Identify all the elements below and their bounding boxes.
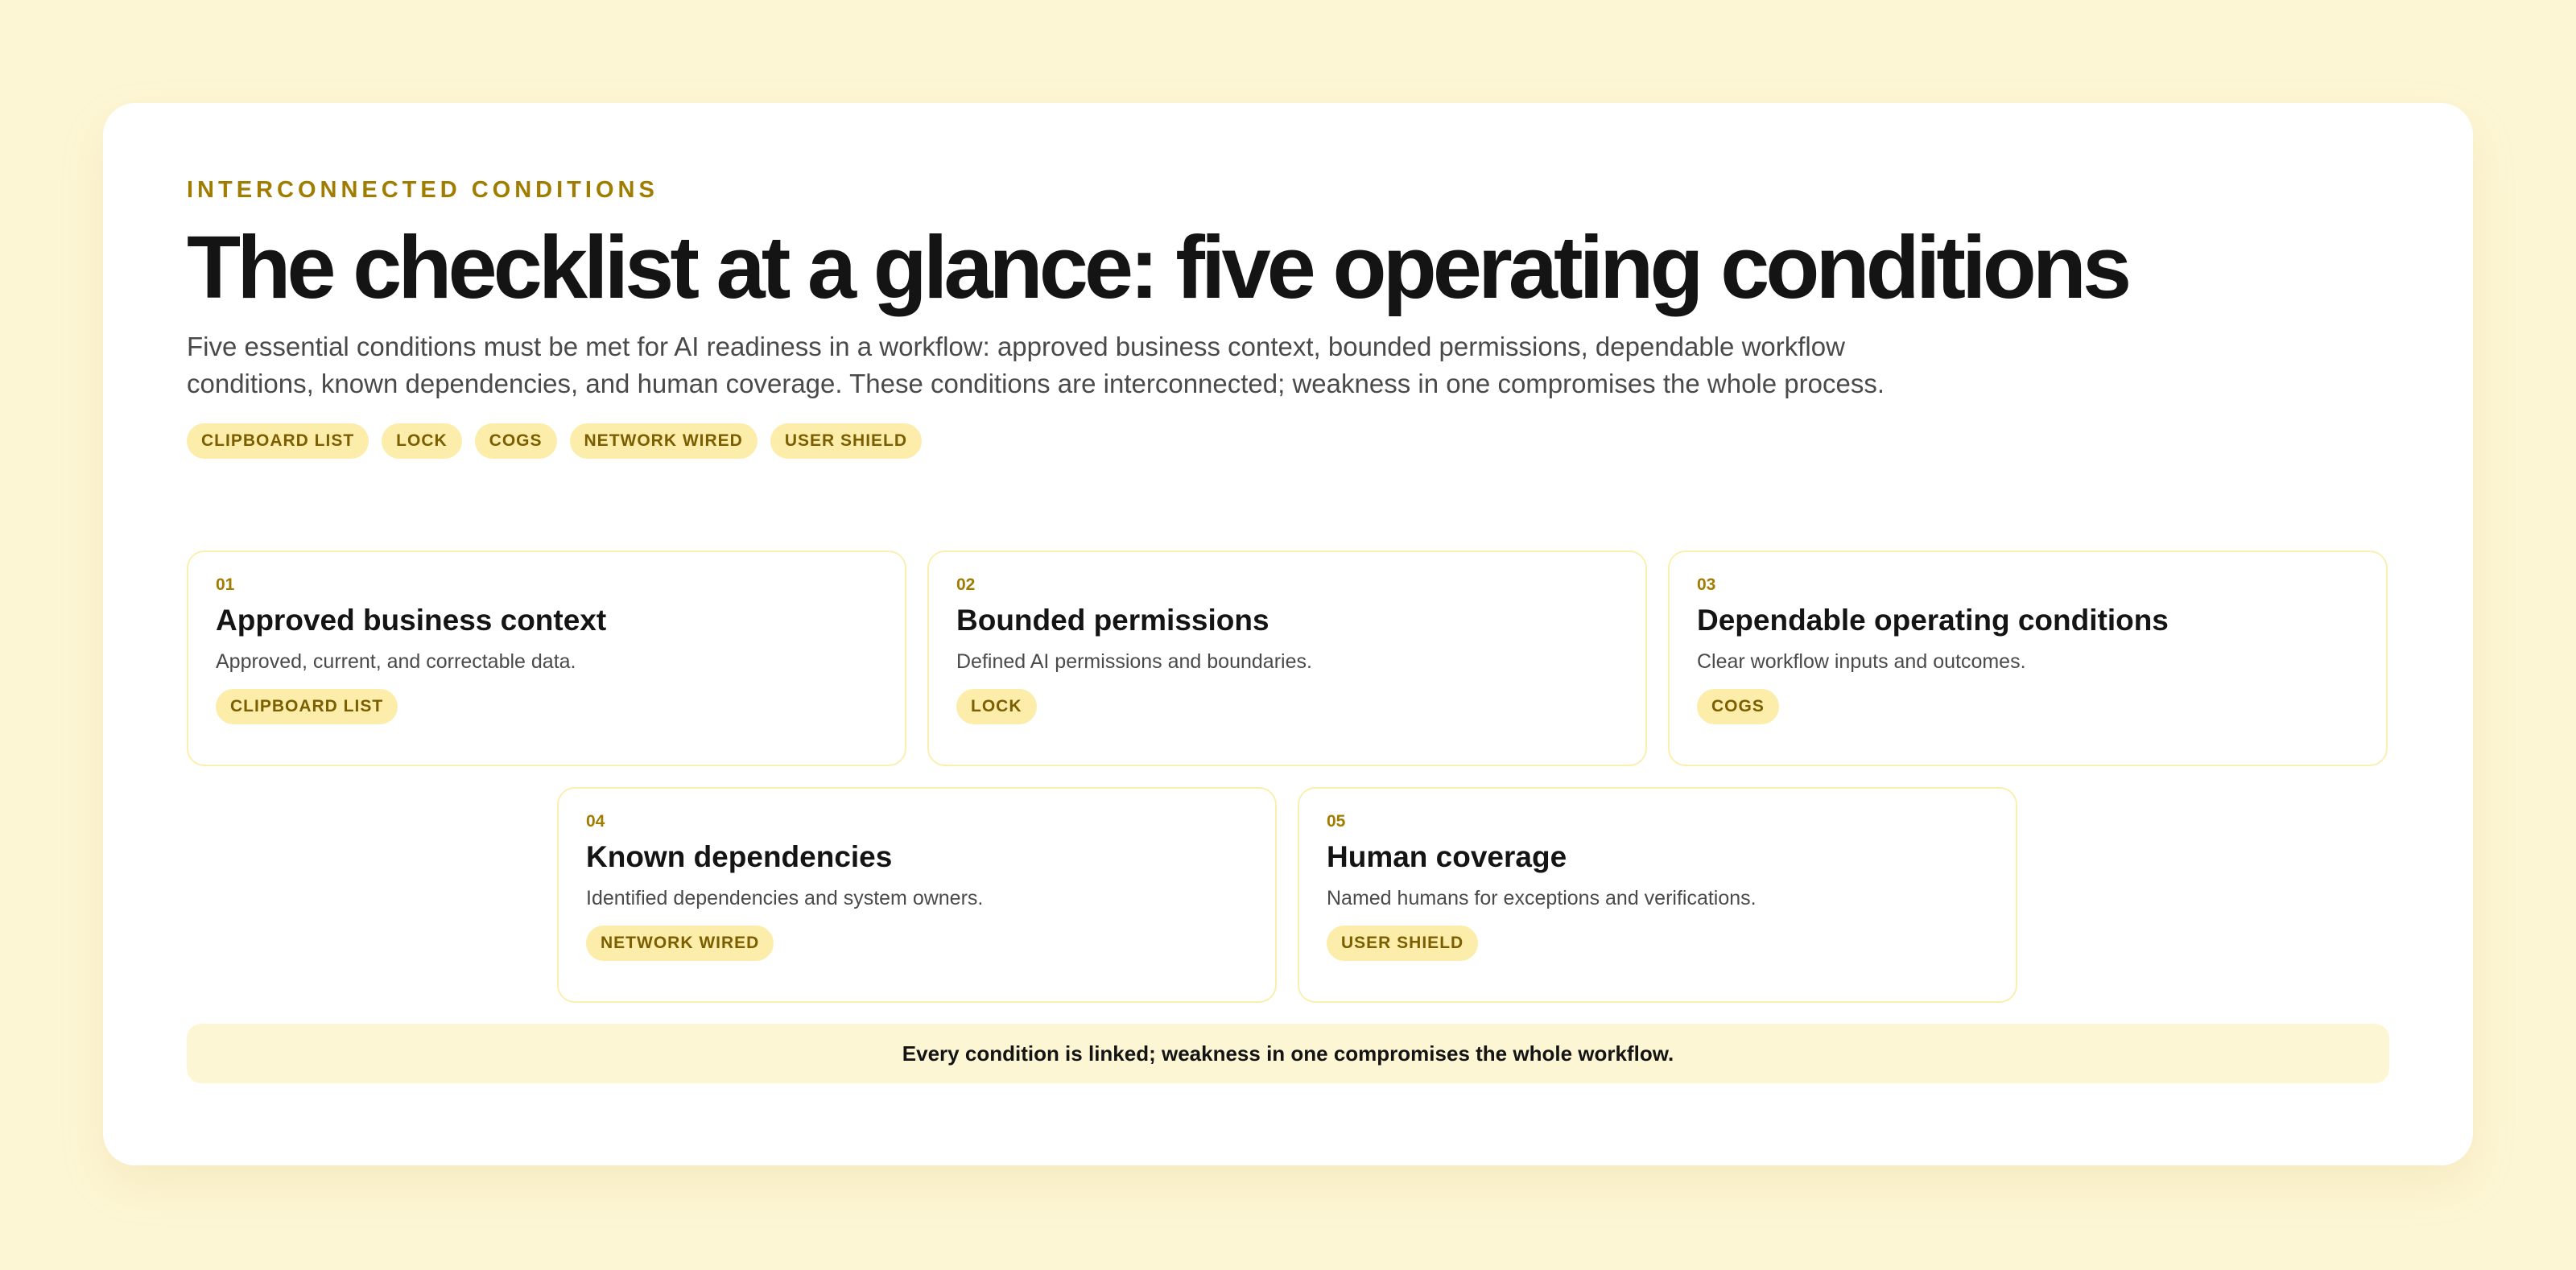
condition-card-human-coverage: [1298, 787, 2017, 1003]
tag-list: [187, 423, 2389, 459]
tag-network-wired: NETWORK WIRED: [570, 423, 758, 459]
condition-title: Approved business context: [216, 604, 607, 637]
conditions-row-2: [557, 787, 2017, 1003]
condition-icon-tag: LOCK: [956, 689, 1037, 724]
page-description: Five essential conditions must be met for AI readiness in a workflow: approved business context, bounded permissions, dependable workflow conditions, known dependencies, and human coverage. These conditions are interconnected; weakness in one compromises the whole process.: [187, 332, 1885, 398]
condition-number: 01: [216, 575, 235, 594]
condition-icon-tag: USER SHIELD: [1327, 926, 1478, 961]
condition-icon-tag: NETWORK WIRED: [586, 926, 774, 961]
condition-title: Bounded permissions: [956, 604, 1269, 637]
condition-title: Known dependencies: [586, 840, 893, 873]
conditions-row-1: [187, 550, 2388, 766]
condition-number: 04: [586, 812, 605, 831]
condition-title: Dependable operating conditions: [1697, 604, 2169, 637]
condition-description: Identified dependencies and system owners.: [586, 887, 984, 909]
tag-user-shield: USER SHIELD: [770, 423, 922, 459]
page-title: The checklist at a glance: five operating conditions: [187, 218, 2128, 317]
condition-number: 02: [956, 575, 976, 594]
eyebrow-label: INTERCONNECTED CONDITIONS: [187, 177, 658, 203]
condition-card-bounded-permissions: [927, 550, 1647, 766]
condition-number: 05: [1327, 812, 1346, 831]
tag-clipboard-list: CLIPBOARD LIST: [187, 423, 369, 459]
condition-icon-tag: COGS: [1697, 689, 1779, 724]
condition-card-dependable-operating-conditions: [1668, 550, 2388, 766]
footer-callout: Every condition is linked; weakness in one compromises the whole workflow.: [187, 1024, 2389, 1083]
condition-card-approved-business-context: [187, 550, 906, 766]
condition-number: 03: [1697, 575, 1716, 594]
main-card: [103, 103, 2473, 1165]
tag-cogs: COGS: [475, 423, 557, 459]
condition-title: Human coverage: [1327, 840, 1567, 873]
tag-lock: LOCK: [382, 423, 462, 459]
condition-icon-tag: CLIPBOARD LIST: [216, 689, 398, 724]
condition-description: Approved, current, and correctable data.: [216, 650, 576, 673]
condition-description: Clear workflow inputs and outcomes.: [1697, 650, 2026, 673]
condition-description: Named humans for exceptions and verifications.: [1327, 887, 1757, 909]
condition-card-known-dependencies: [557, 787, 1277, 1003]
condition-description: Defined AI permissions and boundaries.: [956, 650, 1312, 673]
